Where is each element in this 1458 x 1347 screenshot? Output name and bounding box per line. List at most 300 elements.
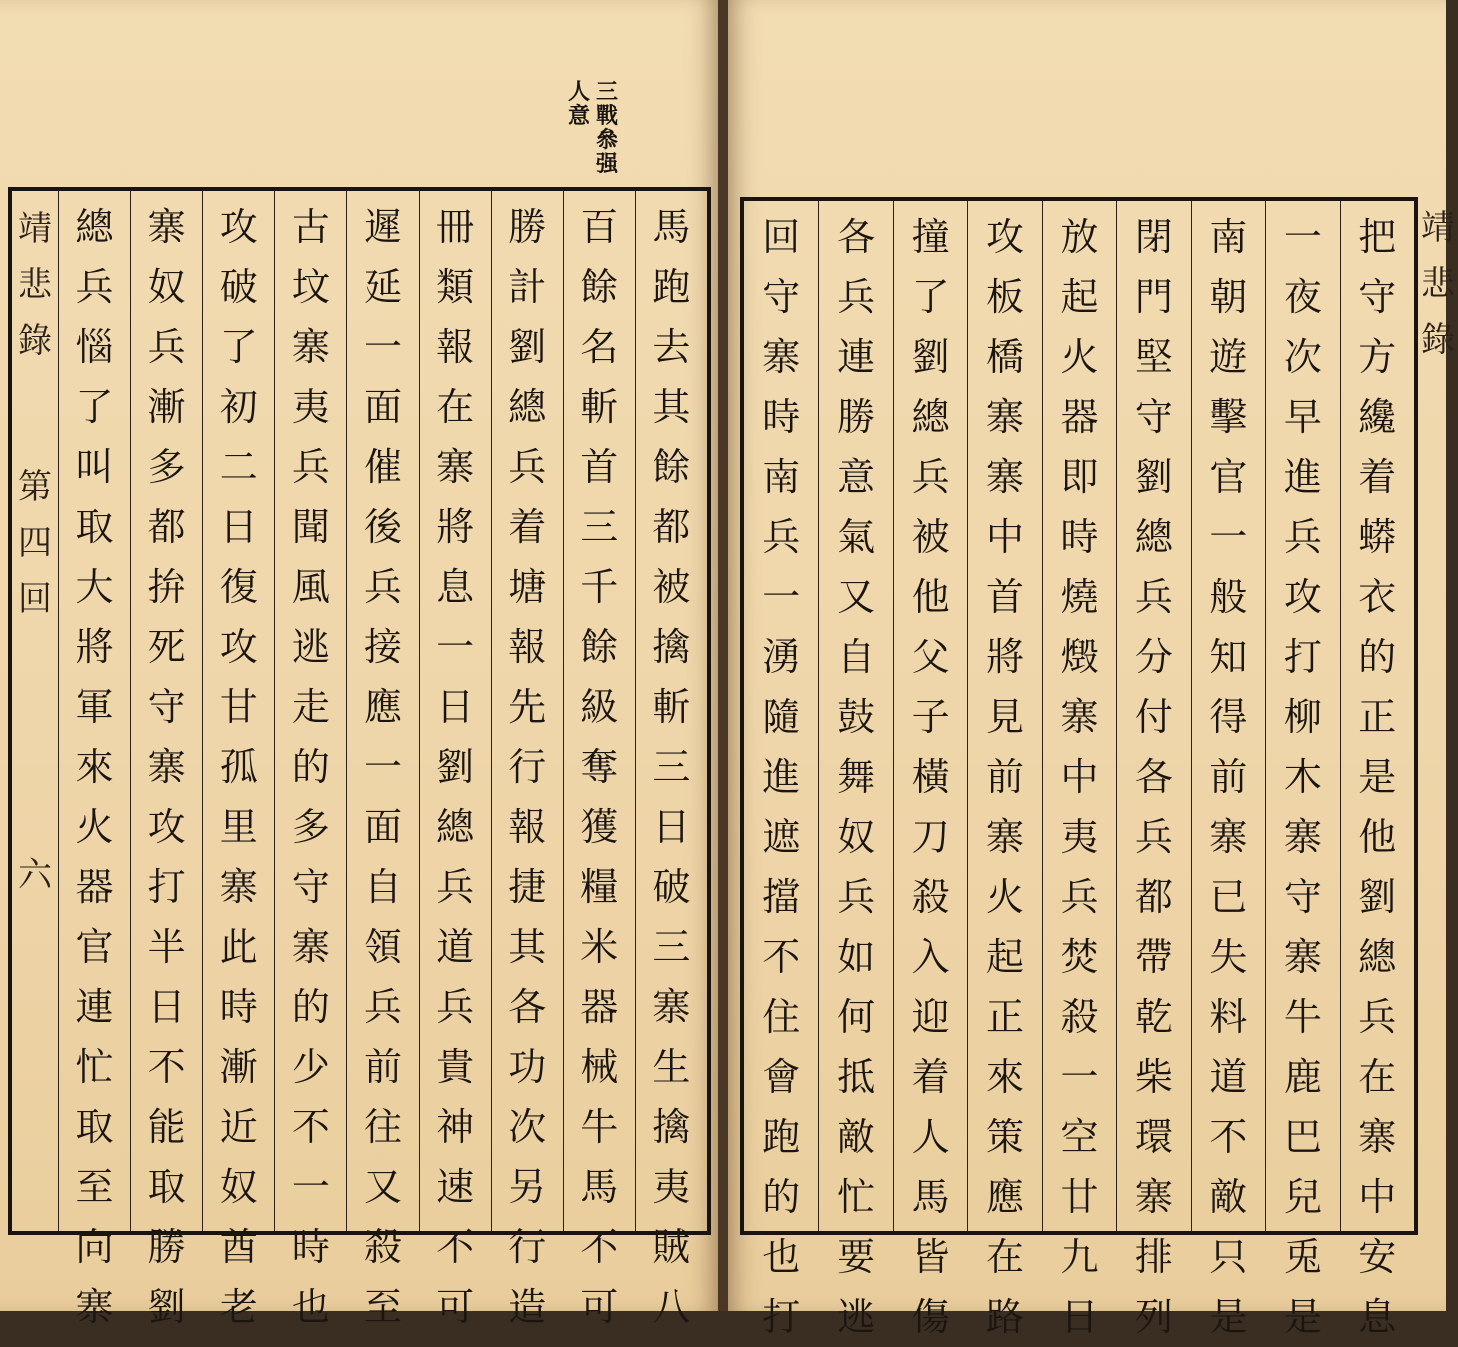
text-char: 官 [1209, 455, 1248, 499]
text-char: 至 [75, 1165, 114, 1209]
text-char: 在 [986, 1235, 1025, 1279]
text-char: 兵 [1283, 515, 1322, 559]
margin-title-char: 靖 [1421, 208, 1455, 248]
text-char: 進 [762, 755, 801, 799]
text-char: 殺 [1060, 995, 1099, 1039]
text-char: 破 [652, 865, 691, 909]
text-char: 中 [1358, 1175, 1397, 1219]
text-char: 叫 [75, 445, 114, 489]
text-char: 兵 [837, 875, 876, 919]
text-char: 械 [580, 1045, 619, 1089]
text-char: 早 [1283, 395, 1322, 439]
text-char: 走 [291, 685, 330, 729]
text-char: 正 [1358, 695, 1397, 739]
text-char: 延 [363, 265, 402, 309]
text-char: 連 [75, 985, 114, 1029]
text-column [1042, 201, 1116, 1339]
text-char: 一 [363, 745, 402, 789]
text-char: 是 [1358, 755, 1397, 799]
text-char: 擒 [652, 1105, 691, 1149]
text-frame-left [8, 187, 711, 1329]
text-char: 兵 [1060, 875, 1099, 919]
text-char: 攻 [147, 805, 186, 849]
text-char: 功 [508, 1045, 547, 1089]
text-char: 來 [75, 745, 114, 789]
text-char: 被 [911, 515, 950, 559]
text-char: 打 [147, 865, 186, 909]
text-char: 千 [580, 565, 619, 609]
text-char: 攻 [986, 215, 1025, 259]
text-char: 鼓 [837, 695, 876, 739]
head-note-b [568, 80, 590, 128]
text-char: 總 [911, 395, 950, 439]
text-char: 日 [436, 685, 475, 729]
text-char: 寨 [652, 985, 691, 1029]
text-char: 次 [508, 1105, 547, 1149]
text-char: 南 [1209, 215, 1248, 259]
text-char: 首 [986, 575, 1025, 619]
text-char: 逃 [837, 1295, 876, 1339]
text-char: 放 [1060, 215, 1099, 259]
text-char: 乾 [1134, 995, 1173, 1039]
text-char: 在 [436, 385, 475, 429]
text-char: 風 [291, 565, 330, 609]
text-char: 寨 [986, 815, 1025, 859]
text-char: 火 [75, 805, 114, 849]
text-char: 首 [580, 445, 619, 489]
text-char: 守 [1358, 275, 1397, 319]
text-char: 抵 [837, 1055, 876, 1099]
text-char: 各 [837, 215, 876, 259]
text-char: 殺 [363, 1225, 402, 1269]
text-char: 可 [580, 1285, 619, 1329]
text-char: 里 [219, 805, 258, 849]
text-char: 廿 [1060, 1175, 1099, 1219]
text-char: 將 [986, 635, 1025, 679]
text-char: 類 [436, 265, 475, 309]
text-char: 餘 [652, 445, 691, 489]
text-char: 總 [1134, 515, 1173, 559]
text-char: 又 [837, 575, 876, 619]
text-char: 舞 [837, 755, 876, 799]
text-char: 不 [580, 1225, 619, 1269]
text-char: 面 [363, 385, 402, 429]
text-char: 衣 [1358, 575, 1397, 619]
text-char: 計 [508, 265, 547, 309]
text-char: 器 [75, 865, 114, 909]
text-column [967, 201, 1041, 1339]
text-char: 後 [363, 505, 402, 549]
text-char: 着 [508, 505, 547, 549]
text-char: 少 [291, 1045, 330, 1089]
text-char: 擒 [652, 625, 691, 669]
text-char: 次 [1283, 335, 1322, 379]
text-char: 料 [1209, 995, 1248, 1039]
text-char: 會 [762, 1055, 801, 1099]
text-char: 守 [1283, 875, 1322, 919]
text-column [346, 191, 418, 1329]
text-char: 守 [147, 685, 186, 729]
margin-title-char: 悲 [18, 265, 52, 305]
text-char: 夜 [1283, 275, 1322, 319]
text-char: 漸 [219, 1045, 258, 1089]
text-char: 也 [762, 1235, 801, 1279]
text-char: 催 [363, 445, 402, 489]
text-column [130, 191, 202, 1329]
text-char: 回 [762, 215, 801, 259]
text-char: 總 [436, 805, 475, 849]
text-char: 一 [1060, 1055, 1099, 1099]
text-char: 逃 [291, 625, 330, 669]
text-char: 板 [986, 275, 1025, 319]
text-char: 撞 [911, 215, 950, 259]
text-char: 不 [436, 1225, 475, 1269]
text-char: 得 [1209, 695, 1248, 739]
text-char: 官 [75, 925, 114, 969]
text-char: 三 [580, 505, 619, 549]
text-char: 神 [436, 1105, 475, 1149]
text-char: 寨 [147, 745, 186, 789]
text-char: 了 [219, 325, 258, 369]
text-char: 另 [508, 1165, 547, 1209]
text-char: 劉 [1358, 875, 1397, 919]
text-char: 貴 [436, 1045, 475, 1089]
text-column [563, 191, 635, 1329]
text-char: 甘 [219, 685, 258, 729]
text-char: 斬 [652, 685, 691, 729]
text-char: 死 [147, 625, 186, 669]
left-page [0, 0, 718, 1329]
margin-title-char: 錄 [1421, 320, 1455, 360]
text-char: 不 [147, 1045, 186, 1089]
text-char: 時 [1060, 515, 1099, 559]
text-char: 聞 [291, 505, 330, 549]
text-column [419, 191, 491, 1329]
text-char: 捷 [508, 865, 547, 909]
text-char: 是 [1283, 1295, 1322, 1339]
text-char: 路 [986, 1295, 1025, 1339]
text-char: 馬 [911, 1175, 950, 1219]
text-char: 坟 [291, 265, 330, 309]
text-char: 時 [219, 985, 258, 1029]
text-char: 寨 [147, 205, 186, 249]
text-char: 各 [508, 985, 547, 1029]
text-char: 息 [436, 565, 475, 609]
text-char: 何 [837, 995, 876, 1039]
text-char: 寨 [986, 455, 1025, 499]
text-column [491, 191, 563, 1329]
text-char: 都 [1134, 875, 1173, 919]
text-char: 日 [147, 985, 186, 1029]
text-char: 兵 [363, 985, 402, 1029]
text-char: 柳 [1283, 695, 1322, 739]
text-char: 一 [363, 325, 402, 369]
text-char: 其 [508, 925, 547, 969]
margin-title-char: 錄 [18, 321, 52, 361]
head-note-char: 强 [596, 151, 619, 177]
text-char: 空 [1060, 1115, 1099, 1159]
text-char: 行 [508, 745, 547, 789]
text-char: 皆 [911, 1235, 950, 1279]
text-char: 馬 [652, 205, 691, 249]
text-char: 能 [147, 1105, 186, 1149]
text-char: 付 [1134, 695, 1173, 739]
text-char: 自 [837, 635, 876, 679]
text-char: 柴 [1134, 1055, 1173, 1099]
text-char: 二 [219, 445, 258, 489]
text-char: 兵 [911, 455, 950, 499]
text-char: 守 [762, 275, 801, 319]
text-char: 木 [1283, 755, 1322, 799]
text-char: 寨 [219, 865, 258, 909]
text-char: 寨 [1358, 1115, 1397, 1159]
text-char: 的 [762, 1175, 801, 1219]
text-column [274, 191, 346, 1329]
text-char: 入 [911, 935, 950, 979]
text-char: 着 [911, 1055, 950, 1099]
text-char: 他 [911, 575, 950, 619]
text-char: 火 [1060, 335, 1099, 379]
head-note-char: 意 [568, 103, 591, 129]
text-column [818, 201, 892, 1339]
text-char: 的 [291, 985, 330, 1029]
text-char: 兵 [436, 985, 475, 1029]
text-char: 道 [436, 925, 475, 969]
text-char: 獲 [580, 805, 619, 849]
text-char: 劉 [911, 335, 950, 379]
text-char: 取 [75, 1105, 114, 1149]
page-number: 六 [18, 855, 52, 895]
text-char: 遊 [1209, 335, 1248, 379]
text-char: 環 [1134, 1115, 1173, 1159]
text-char: 時 [762, 395, 801, 439]
text-char: 兵 [363, 565, 402, 609]
text-char: 寨 [1134, 1175, 1173, 1219]
text-char: 報 [436, 325, 475, 369]
text-char: 帶 [1134, 935, 1173, 979]
text-char: 半 [147, 925, 186, 969]
text-char: 攻 [219, 205, 258, 249]
text-char: 奴 [147, 265, 186, 309]
text-char: 三 [652, 925, 691, 969]
text-char: 取 [75, 505, 114, 549]
text-char: 劉 [436, 745, 475, 789]
text-char: 一 [762, 575, 801, 619]
text-char: 橋 [986, 335, 1025, 379]
text-char: 領 [363, 925, 402, 969]
text-char: 應 [363, 685, 402, 729]
text-char: 向 [75, 1225, 114, 1269]
text-char: 米 [580, 925, 619, 969]
text-char: 分 [1134, 635, 1173, 679]
text-char: 如 [837, 935, 876, 979]
text-char: 總 [1358, 935, 1397, 979]
text-char: 火 [986, 875, 1025, 919]
text-char: 南 [762, 455, 801, 499]
text-char: 都 [147, 505, 186, 549]
text-char: 跑 [762, 1115, 801, 1159]
text-char: 時 [291, 1225, 330, 1269]
text-char: 古 [291, 205, 330, 249]
text-char: 夷 [652, 1165, 691, 1209]
text-char: 至 [363, 1285, 402, 1329]
text-char: 大 [75, 565, 114, 609]
text-char: 兵 [1134, 815, 1173, 859]
text-char: 冊 [436, 205, 475, 249]
text-char: 去 [652, 325, 691, 369]
text-char: 先 [508, 685, 547, 729]
text-char: 寨 [1060, 695, 1099, 739]
text-char: 兵 [1358, 995, 1397, 1039]
text-char: 奴 [837, 815, 876, 859]
text-char: 橫 [911, 755, 950, 799]
text-char: 日 [652, 805, 691, 849]
text-char: 一 [1283, 215, 1322, 259]
text-char: 夷 [1060, 815, 1099, 859]
text-char: 兵 [762, 515, 801, 559]
text-char: 寨 [436, 445, 475, 489]
text-column [58, 191, 130, 1329]
text-char: 氣 [837, 515, 876, 559]
text-char: 不 [762, 935, 801, 979]
text-char: 閉 [1134, 215, 1173, 259]
text-char: 失 [1209, 935, 1248, 979]
text-char: 夷 [291, 385, 330, 429]
text-char: 復 [219, 565, 258, 609]
text-char: 牛 [580, 1105, 619, 1149]
text-char: 被 [652, 565, 691, 609]
text-char: 打 [762, 1295, 801, 1339]
text-char: 兵 [75, 265, 114, 309]
text-char: 隨 [762, 695, 801, 739]
book-gutter [718, 0, 728, 1311]
text-char: 前 [363, 1045, 402, 1089]
margin-column [12, 201, 58, 903]
text-char: 馬 [580, 1165, 619, 1209]
text-char: 只 [1209, 1235, 1248, 1279]
head-note-char: 叅 [596, 127, 619, 153]
text-char: 劉 [508, 325, 547, 369]
text-char: 器 [580, 985, 619, 1029]
text-char: 拚 [147, 565, 186, 609]
text-char: 兵 [1134, 575, 1173, 619]
text-char: 人 [911, 1115, 950, 1159]
text-char: 焚 [1060, 935, 1099, 979]
text-char: 擋 [762, 875, 801, 919]
text-char: 餘 [580, 625, 619, 669]
text-char: 日 [1060, 1295, 1099, 1339]
text-char: 意 [837, 455, 876, 499]
text-char: 報 [508, 625, 547, 669]
text-char: 酋 [219, 1225, 258, 1269]
text-char: 知 [1209, 635, 1248, 679]
text-char: 生 [652, 1045, 691, 1089]
text-char: 擊 [1209, 395, 1248, 439]
text-char: 應 [986, 1175, 1025, 1219]
text-char: 塘 [508, 565, 547, 609]
right-page [728, 0, 1455, 1339]
text-char: 漸 [147, 385, 186, 429]
head-note-char: 戰 [596, 103, 619, 129]
text-char: 兎 [1283, 1235, 1322, 1279]
text-char: 破 [219, 265, 258, 309]
head-note-char: 三 [596, 79, 619, 105]
text-char: 父 [911, 635, 950, 679]
text-char: 兵 [147, 325, 186, 369]
text-char: 殺 [911, 875, 950, 919]
text-column [893, 201, 967, 1339]
text-char: 湧 [762, 635, 801, 679]
text-char: 八 [652, 1285, 691, 1329]
text-char: 可 [436, 1285, 475, 1329]
text-char: 住 [762, 995, 801, 1039]
text-char: 鹿 [1283, 1055, 1322, 1099]
text-char: 寨 [986, 395, 1025, 439]
text-char: 也 [291, 1285, 330, 1329]
text-char: 敵 [1209, 1175, 1248, 1219]
text-char: 前 [986, 755, 1025, 799]
text-char: 總 [75, 205, 114, 249]
text-char: 軍 [75, 685, 114, 729]
text-column [1116, 201, 1190, 1339]
text-char: 着 [1358, 455, 1397, 499]
text-char: 名 [580, 325, 619, 369]
text-char: 寨 [291, 325, 330, 369]
text-char: 正 [986, 995, 1025, 1039]
text-char: 寨 [1283, 935, 1322, 979]
text-char: 劉 [147, 1285, 186, 1329]
text-char: 了 [75, 385, 114, 429]
text-char: 刀 [911, 815, 950, 859]
text-char: 前 [1209, 755, 1248, 799]
margin-title-char: 靖 [18, 209, 52, 249]
text-char: 餘 [580, 265, 619, 309]
text-char: 寨 [75, 1285, 114, 1329]
text-char: 斬 [580, 385, 619, 429]
text-char: 中 [986, 515, 1025, 559]
text-char: 策 [986, 1115, 1025, 1159]
text-char: 即 [1060, 455, 1099, 499]
margin-chapter-char: 第 [18, 467, 52, 507]
text-char: 燒 [1060, 575, 1099, 619]
text-char: 造 [508, 1285, 547, 1329]
text-char: 見 [986, 695, 1025, 739]
text-char: 兒 [1283, 1175, 1322, 1219]
text-char: 守 [291, 865, 330, 909]
text-char: 中 [1060, 755, 1099, 799]
text-char: 將 [436, 505, 475, 549]
text-char: 百 [580, 205, 619, 249]
text-char: 奪 [580, 745, 619, 789]
text-char: 賊 [652, 1225, 691, 1269]
text-char: 多 [147, 445, 186, 489]
head-note-a [596, 80, 618, 176]
text-column [1340, 201, 1414, 1339]
text-char: 起 [986, 935, 1025, 979]
text-char: 門 [1134, 275, 1173, 319]
text-char: 傷 [911, 1295, 950, 1339]
text-char: 攻 [1283, 575, 1322, 619]
text-char: 各 [1134, 755, 1173, 799]
text-char: 安 [1358, 1235, 1397, 1279]
text-char: 此 [219, 925, 258, 969]
text-char: 遲 [363, 205, 402, 249]
text-char: 三 [652, 745, 691, 789]
text-column [635, 191, 707, 1329]
text-char: 是 [1209, 1295, 1248, 1339]
text-char: 子 [911, 695, 950, 739]
margin-chapter-char: 回 [18, 579, 52, 619]
